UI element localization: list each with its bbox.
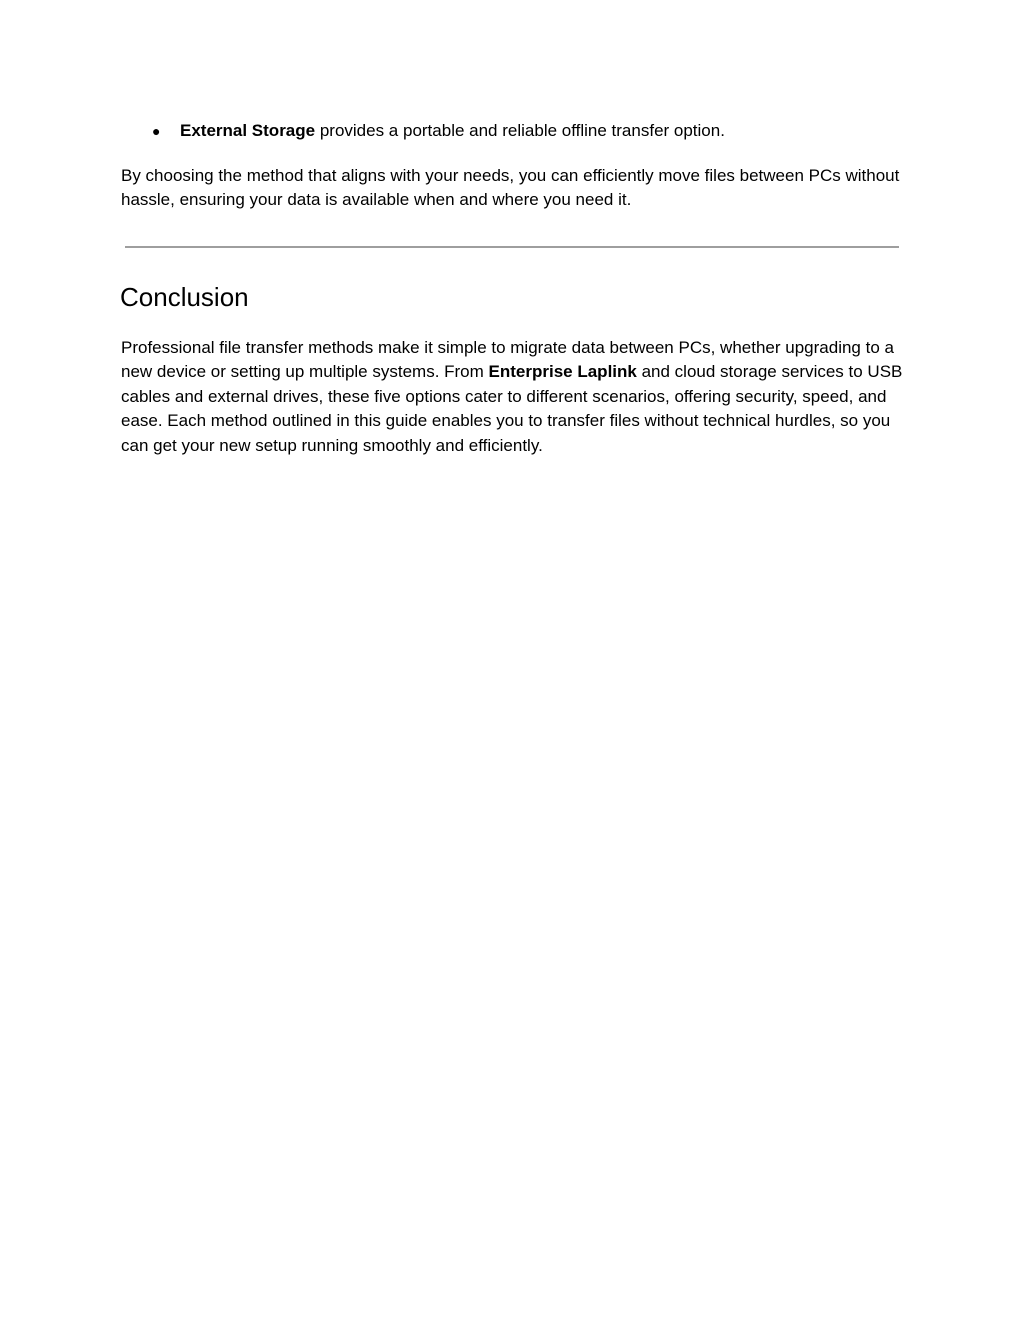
bullet-marker: ● xyxy=(152,123,161,139)
bullet-list-item xyxy=(152,119,912,143)
bullet-text xyxy=(180,119,725,143)
conclusion-text-after: and cloud storage services to USB cables and external drives, these five options cater to different scenarios, offering security, speed, and ease. Each method outlined in this guide enables you to transfer files without technical hurdles, so you can get your new setup running smoothly and efficiently. xyxy=(121,362,903,455)
horizontal-divider xyxy=(125,246,899,248)
conclusion-paragraph xyxy=(121,336,911,458)
conclusion-heading: Conclusion xyxy=(120,282,249,312)
conclusion-text-before: Professional file transfer methods make it simple to migrate data between PCs, whether upgrading to a new device or setting up multiple systems. From xyxy=(121,338,894,382)
bullet-description: provides a portable and reliable offline transfer option. xyxy=(315,121,725,140)
conclusion-bold-term: Enterprise Laplink xyxy=(488,362,637,382)
summary-paragraph: By choosing the method that aligns with your needs, you can efficiently move files between PCs without hassle, ensuring your data is available when and where you need it. xyxy=(121,166,900,210)
bullet-bold-term: External Storage xyxy=(180,121,316,140)
